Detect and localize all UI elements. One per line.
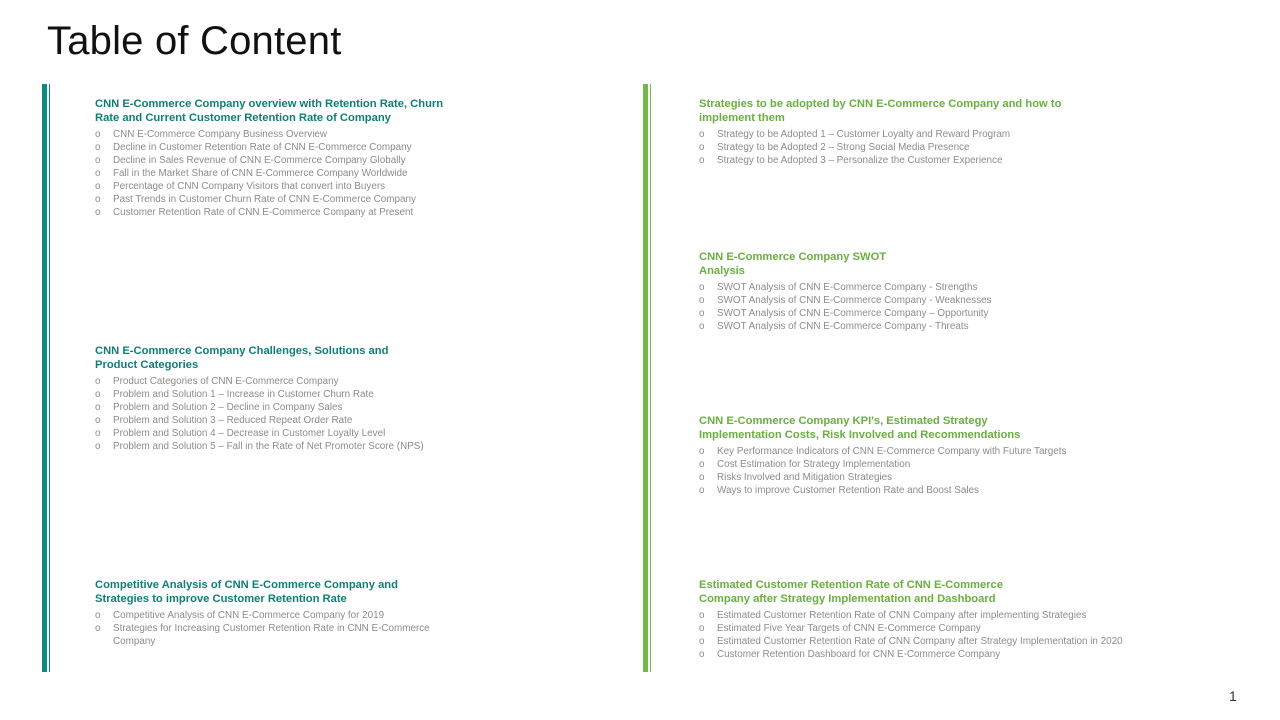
list-item: o Decline in Customer Retention Rate of CNN E-Commerce Company [95,141,457,154]
list-item: o SWOT Analysis of CNN E-Commerce Company - Strengths [699,281,1119,294]
list-item: o Cost Estimation for Strategy Implementation [699,458,1199,471]
list-item: o Estimated Five Year Targets of CNN E-Commerce Company [699,622,1239,635]
section-heading: Competitive Analysis of CNN E-Commerce Company and Strategies to improve Customer Retention Rate [95,579,398,605]
section-heading: CNN E-Commerce Company KPI's, Estimated Strategy Implementation Costs, Risk Involved and Recommendations [699,415,1021,441]
right-accent-bar-thin [650,84,651,672]
list-item: o CNN E-Commerce Company Business Overview [95,128,457,141]
list-item: o Key Performance Indicators of CNN E-Commerce Company with Future Targets [699,445,1199,458]
toc-section-challenges-solutions [95,344,425,453]
left-accent-bar-thin [49,84,50,672]
toc-section-estimated-retention [699,578,1123,661]
list-item: o Problem and Solution 4 – Decrease in Customer Loyalty Level [95,427,485,440]
list-item: o Customer Retention Dashboard for CNN E-Commerce Company [699,648,1239,661]
list-item: o Competitive Analysis of CNN E-Commerce Company for 2019 [95,609,435,622]
list-item: o Product Categories of CNN E-Commerce Company [95,375,485,388]
section-list [95,375,485,453]
section-list [699,128,1119,167]
list-item: o Estimated Customer Retention Rate of CNN Company after Strategy Implementation in 2020 [699,635,1239,648]
section-heading: Estimated Customer Retention Rate of CNN E-Commerce Company after Strategy Implementation and Dashboard [699,579,1003,605]
section-heading: Strategies to be adopted by CNN E-Commerce Company and how to implement them [699,98,1062,124]
list-item: o Risks Involved and Mitigation Strategies [699,471,1199,484]
list-item: o Customer Retention Rate of CNN E-Commerce Company at Present [95,206,457,219]
list-item: o Percentage of CNN Company Visitors that convert into Buyers [95,180,457,193]
toc-section-kpis [699,414,1067,497]
list-item: o Strategy to be Adopted 1 – Customer Loyalty and Reward Program [699,128,1119,141]
list-item: o Estimated Customer Retention Rate of CNN Company after implementing Strategies [699,609,1239,622]
section-list [699,445,1199,497]
list-item: o Decline in Sales Revenue of CNN E-Commerce Company Globally [95,154,457,167]
section-list [95,609,435,648]
list-item: o Problem and Solution 3 – Reduced Repeat Order Rate [95,414,485,427]
list-item: o Problem and Solution 2 – Decline in Company Sales [95,401,485,414]
toc-section-strategies [699,97,1071,167]
list-item: o Strategy to be Adopted 2 – Strong Social Media Presence [699,141,1119,154]
list-item: o Past Trends in Customer Churn Rate of CNN E-Commerce Company [95,193,457,206]
toc-section-competitive-analysis [95,578,440,648]
list-item: o SWOT Analysis of CNN E-Commerce Company - Threats [699,320,1119,333]
toc-section-company-overview [95,97,457,219]
list-item: o Problem and Solution 1 – Increase in Customer Churn Rate [95,388,485,401]
section-heading: CNN E-Commerce Company overview with Retention Rate, Churn Rate and Current Customer Retention Rate of Company [95,98,444,124]
section-list [95,128,457,219]
toc-section-swot [699,250,992,333]
right-accent-bar-thick [643,84,648,672]
list-item: o Problem and Solution 5 – Fall in the Rate of Net Promoter Score (NPS) [95,440,485,453]
page-title: Table of Content [47,19,342,63]
page-number: 1 [1229,688,1237,704]
section-list [699,281,1119,333]
section-heading: CNN E-Commerce Company SWOT Analysis [699,251,887,277]
section-list [699,609,1239,661]
list-item: o Strategy to be Adopted 3 – Personalize the Customer Experience [699,154,1119,167]
list-item: o Ways to improve Customer Retention Rate and Boost Sales [699,484,1199,497]
list-item: o Fall in the Market Share of CNN E-Commerce Company Worldwide [95,167,457,180]
list-item: o Strategies for Increasing Customer Retention Rate in CNN E-Commerce Company [95,622,435,648]
left-accent-bar-thick [42,84,47,672]
section-heading: CNN E-Commerce Company Challenges, Solutions and Product Categories [95,345,389,371]
list-item: o SWOT Analysis of CNN E-Commerce Company - Weaknesses [699,294,1119,307]
list-item: o SWOT Analysis of CNN E-Commerce Company – Opportunity [699,307,1119,320]
